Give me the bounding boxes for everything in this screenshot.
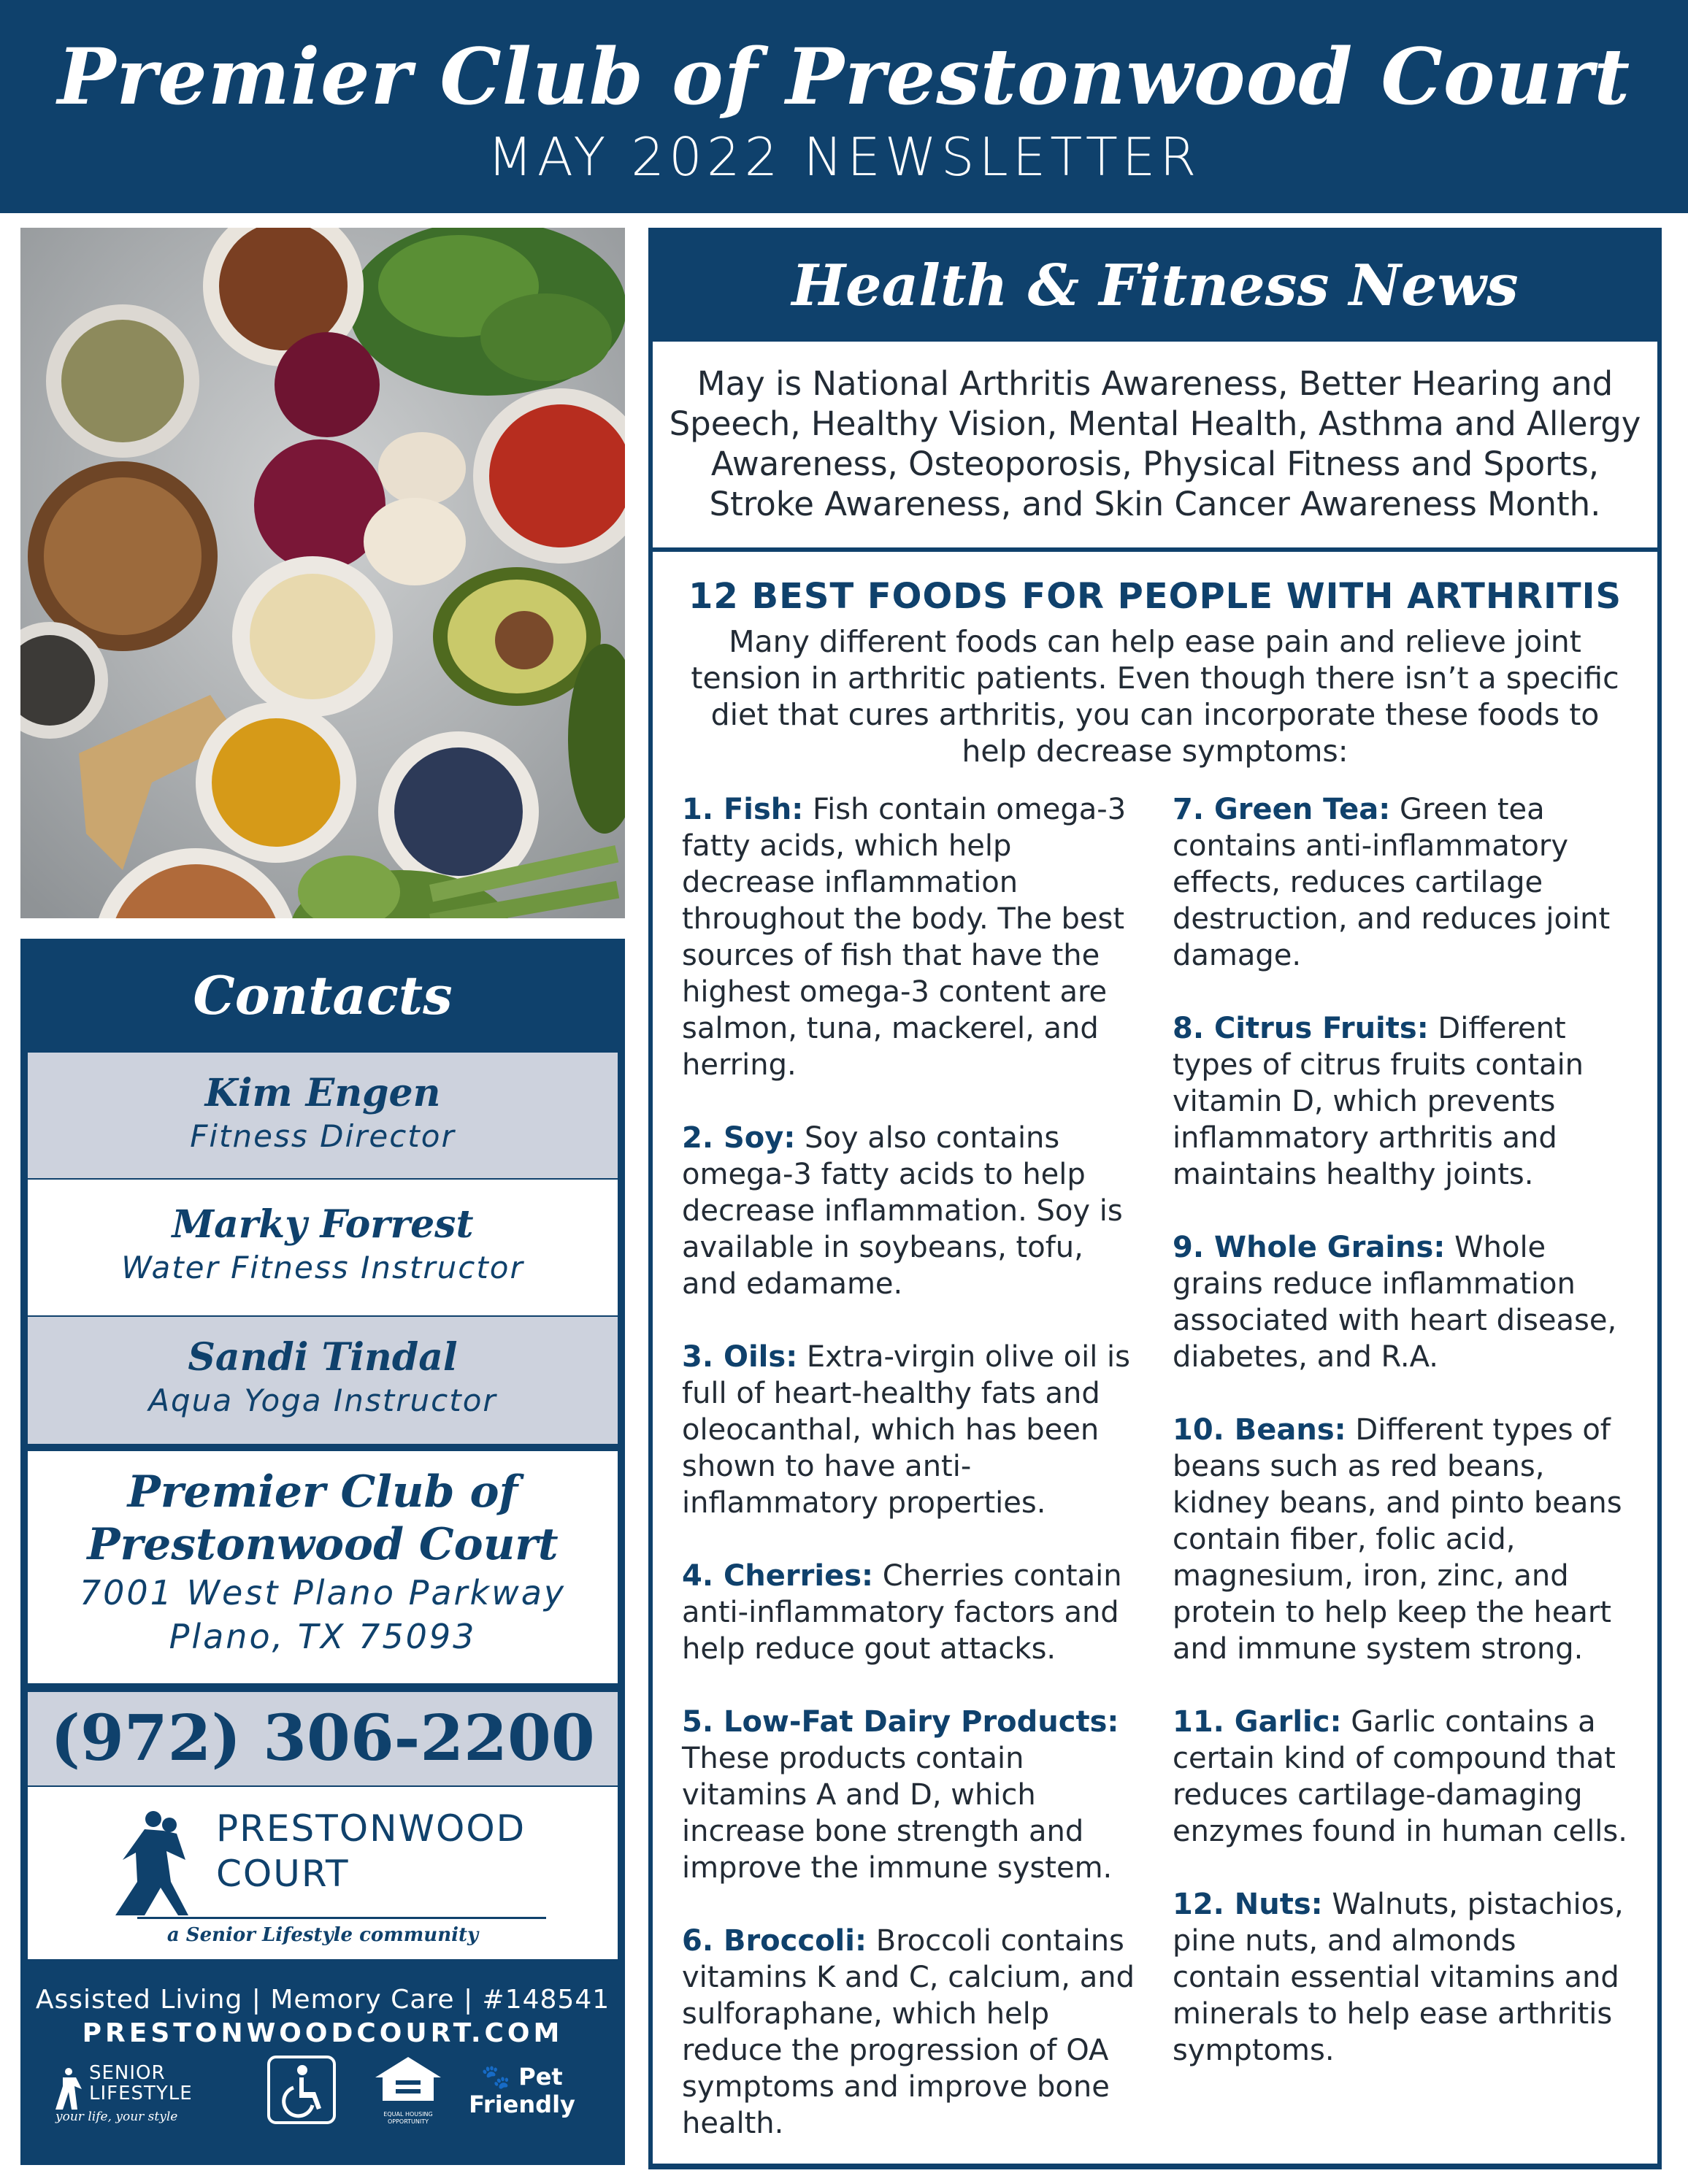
- newsletter-subtitle: MAY 2022 NEWSLETTER: [487, 126, 1201, 188]
- food-label: 6. Broccoli:: [682, 1924, 867, 1958]
- masthead: [0, 0, 1688, 213]
- food-text: Broccoli contains vitamins K and C, calcium, and sulforaphane, which help reduce the progression of OA symptoms and improve bone health.: [682, 1924, 1135, 2140]
- food-label: 3. Oils:: [682, 1340, 798, 1374]
- senior-lifestyle-dancers-icon: [55, 2067, 85, 2111]
- club-name-line2: Prestonwood Court: [87, 1519, 559, 1570]
- pet-friendly-badge: [467, 2063, 577, 2118]
- logo-rule: [137, 1917, 546, 1919]
- services-line: Assisted Living | Memory Care | #148541: [35, 1985, 610, 2015]
- food-label: 9. Whole Grains:: [1173, 1231, 1446, 1264]
- food-text: These products contain vitamins A and D, which increase bone strength and improve the immune system.: [682, 1742, 1113, 1885]
- paw-icon: 🐾: [481, 2063, 519, 2091]
- contacts-panel: [20, 939, 625, 2165]
- senior-line2: LIFESTYLE: [89, 2083, 193, 2104]
- logo-line2: COURT: [216, 1853, 350, 1895]
- health-heading: Health & Fitness News: [791, 253, 1519, 319]
- logo-wordmark: [216, 1806, 526, 1896]
- club-name-line1: Premier Club of: [127, 1466, 518, 1518]
- food-text: Cherries contain anti-inflammatory factors and help reduce gout attacks.: [682, 1559, 1122, 1666]
- food-item: [1173, 1229, 1633, 1375]
- contact-card: [28, 1317, 618, 1444]
- food-item: [682, 1923, 1135, 2142]
- dancers-icon: [115, 1809, 203, 1918]
- food-text: Different types of beans such as red beans, kidney beans, and pinto beans contain fiber, folic acid, magnesium, iron, zinc, and protein to help keep the heart and immune system strong.: [1173, 1413, 1622, 1666]
- food-text: Walnuts, pistachios, pine nuts, and almonds contain essential vitamins and minerals to help ease arthritis symptoms.: [1173, 1888, 1624, 2067]
- contact-role: Aqua Yoga Instructor: [148, 1383, 497, 1418]
- awareness-intro: [653, 342, 1657, 547]
- food-item: [682, 1120, 1135, 1302]
- food-item: [1173, 1704, 1633, 1850]
- foods-illustration: [20, 228, 625, 918]
- health-fitness-panel: [648, 228, 1662, 2169]
- contact-name: Sandi Tindal: [188, 1335, 458, 1380]
- food-label: 8. Citrus Fruits:: [1173, 1012, 1429, 1045]
- food-item: [1173, 791, 1633, 974]
- food-item: [682, 1339, 1135, 1521]
- logo-tagline: a Senior Lifestyle community: [166, 1924, 479, 1946]
- contact-name: Kim Engen: [204, 1071, 441, 1115]
- food-text: Different types of citrus fruits contain vitamin D, which prevents inflammatory arthritis and maintains healthy joints.: [1173, 1012, 1584, 1191]
- food-text: Fish contain omega-3 fatty acids, which help decrease inflammation throughout the body. The best sources of fish that have the highest omega-3 content are salmon, tuna, mackerel, and herring.: [682, 793, 1127, 1082]
- food-label: 7. Green Tea:: [1173, 793, 1391, 826]
- food-text: Green tea contains anti-inflammatory effects, reduces cartilage destruction, and reduces joint damage.: [1173, 793, 1611, 972]
- website-link[interactable]: PRESTONWOODCOURT.COM: [82, 2018, 564, 2048]
- food-label: 12. Nuts:: [1173, 1888, 1323, 1921]
- contacts-heading: Contacts: [193, 964, 453, 1026]
- article-title: 12 BEST FOODS FOR PEOPLE WITH ARTHRITIS: [688, 576, 1622, 617]
- accessibility-icon: [267, 2056, 336, 2124]
- senior-tagline: your life, your style: [55, 2110, 178, 2124]
- prestonwood-logo: [28, 1787, 618, 1959]
- address-line1: 7001 West Plano Parkway: [79, 1573, 567, 1612]
- healthy-foods-photo: [20, 228, 625, 918]
- address-line2: Plano, TX 75093: [169, 1617, 477, 1656]
- contact-name: Marky Forrest: [172, 1202, 474, 1247]
- pet-line1: Pet: [518, 2063, 563, 2091]
- foods-column-right: [1173, 791, 1633, 2105]
- equal-housing-label: EQUAL HOUSING OPPORTUNITY: [383, 2111, 433, 2125]
- contact-role: Water Fitness Instructor: [121, 1250, 524, 1285]
- equal-housing-icon: [368, 2053, 448, 2126]
- food-label: 4. Cherries:: [682, 1559, 874, 1593]
- food-text: Garlic contains a certain kind of compound that reduces cartilage-damaging enzymes found in human cells.: [1173, 1705, 1627, 1848]
- food-label: 1. Fish:: [682, 793, 804, 826]
- contact-role: Fitness Director: [190, 1118, 456, 1154]
- food-text: Whole grains reduce inflammation associated with heart disease, diabetes, and R.A.: [1173, 1231, 1617, 1374]
- club-name: [28, 1451, 618, 1571]
- food-item: [682, 1704, 1135, 1886]
- food-item: [682, 1558, 1135, 1667]
- food-text: Extra-virgin olive oil is full of heart-healthy fats and oleocanthal, which has been shown to have anti-inflammatory properties.: [682, 1340, 1131, 1520]
- logo-line1: PRESTONWOOD: [216, 1807, 526, 1850]
- food-label: 11. Garlic:: [1173, 1705, 1342, 1739]
- contact-card: [28, 1053, 618, 1178]
- food-label: 10. Beans:: [1173, 1413, 1346, 1447]
- food-label: 5. Low-Fat Dairy Products:: [682, 1705, 1119, 1739]
- contacts-footer: [20, 1983, 625, 2050]
- contact-card: [28, 1180, 618, 1315]
- newsletter-title: Premier Club of Prestonwood Court: [57, 31, 1631, 122]
- food-label: 2. Soy:: [682, 1121, 796, 1155]
- intro-text: May is National Arthritis Awareness, Better Hearing and Speech, Healthy Vision, Mental Health, Asthma and Allergy Awareness, Osteoporosis, Physical Fitness and Sports, Stroke Awareness, and Skin Cancer Awareness Month.: [669, 364, 1641, 523]
- pet-line2: Friendly: [469, 2091, 575, 2118]
- foods-column-left: [682, 791, 1135, 2178]
- food-item: [1173, 1886, 1633, 2069]
- senior-line1: SENIOR: [89, 2062, 166, 2084]
- food-item: [1173, 1412, 1633, 1667]
- food-text: Soy also contains omega-3 fatty acids to help decrease inflammation. Soy is available in soybeans, tofu, and edamame.: [682, 1121, 1123, 1301]
- club-address: [28, 1451, 618, 1683]
- arthritis-article: [653, 552, 1657, 2164]
- article-lead: Many different foods can help ease pain and relieve joint tension in arthritic patients. Even though there isn’t a specific diet that cures arthritis, you can incorporate these foods to help decrease symptoms:: [691, 624, 1619, 769]
- phone-number[interactable]: (972) 306-2200: [28, 1692, 618, 1785]
- food-item: [682, 791, 1135, 1083]
- food-item: [1173, 1010, 1633, 1193]
